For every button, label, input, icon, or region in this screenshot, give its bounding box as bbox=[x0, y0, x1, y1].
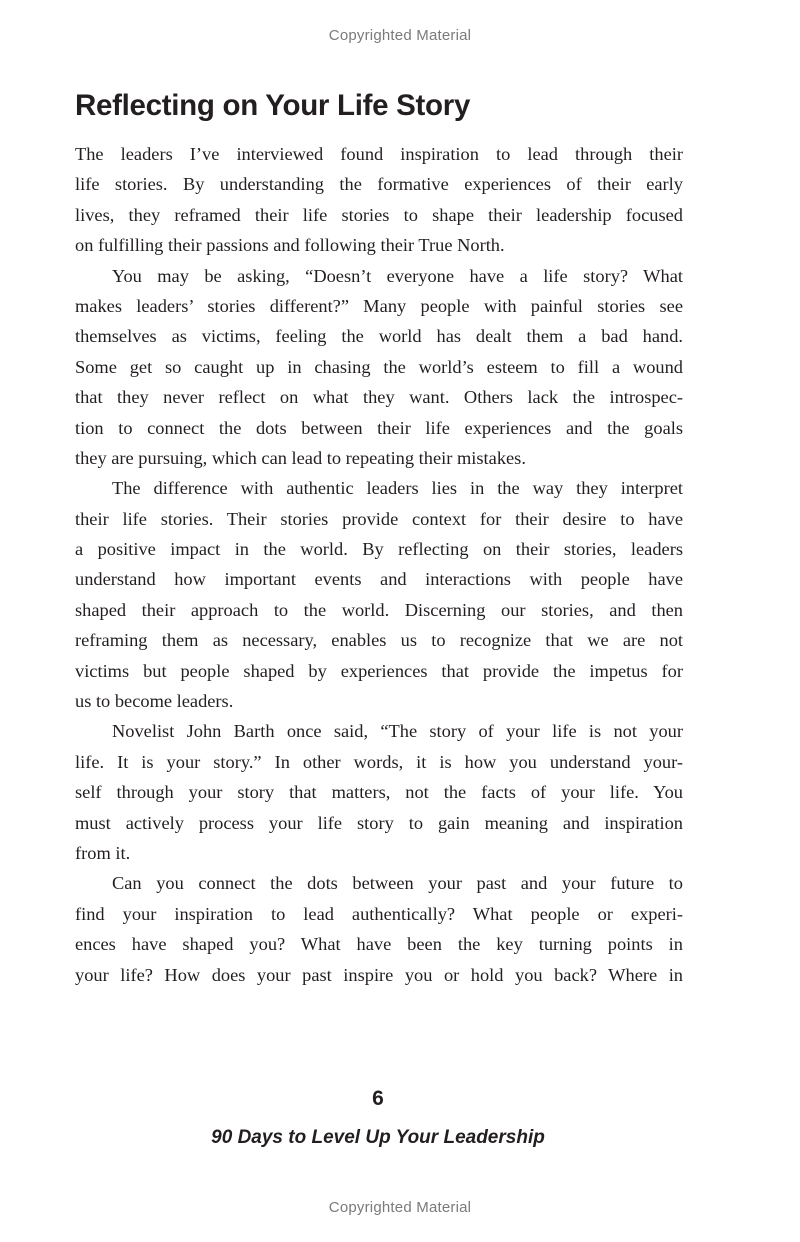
book-title-footer: 90 Days to Level Up Your Leadership bbox=[211, 1127, 545, 1148]
text-line: shaped their approach to the world. Discerning our stories, and then bbox=[75, 599, 683, 620]
copyright-watermark-bottom: Copyrighted Material bbox=[328, 1199, 472, 1216]
text-line: lives, they reframed their life stories to shape their leadership focused bbox=[75, 204, 683, 225]
text-line: from it. bbox=[75, 842, 131, 863]
copyright-watermark-top: Copyrighted Material bbox=[328, 27, 472, 44]
text-line: understand how important events and interactions with people have bbox=[75, 569, 683, 590]
text-line: life stories. By understanding the formative experiences of their early bbox=[75, 174, 683, 195]
text-line: find your inspiration to lead authentically? What people or experi- bbox=[75, 903, 683, 924]
text-line: Some get so caught up in chasing the world’s esteem to fill a wound bbox=[75, 356, 683, 377]
text-line: self through your story that matters, not the facts of your life. You bbox=[75, 782, 683, 803]
text-line: tion to connect the dots between their life experiences and the goals bbox=[75, 417, 683, 438]
text-line: The leaders I’ve interviewed found inspiration to lead through their bbox=[75, 144, 683, 164]
text-line: You may be asking, “Doesn’t everyone have a life story? What bbox=[112, 265, 683, 286]
page-number: 6 bbox=[372, 1087, 384, 1110]
text-line: your life? How does your past inspire you or hold you back? Where in bbox=[75, 964, 683, 985]
text-line: reframing them as necessary, enables us to recognize that we are not bbox=[75, 630, 683, 651]
text-line: Can you connect the dots between your past and your future to bbox=[112, 873, 683, 894]
text-line: makes leaders’ stories different?” Many people with painful stories see bbox=[75, 295, 683, 316]
text-line: The difference with authentic leaders lies in the way they interpret bbox=[112, 478, 683, 499]
text-line: must actively process your life story to gain meaning and inspiration bbox=[75, 812, 683, 833]
text-line: they are pursuing, which can lead to repeating their mistakes. bbox=[75, 447, 526, 468]
text-line: a positive impact in the world. By reflecting on their stories, leaders bbox=[75, 539, 683, 560]
body-text bbox=[75, 139, 683, 990]
text-line: life. It is your story.” In other words, it is how you understand your- bbox=[75, 751, 683, 772]
text-line: Novelist John Barth once said, “The story of your life is not your bbox=[112, 721, 683, 742]
text-line: that they never reflect on what they want. Others lack the introspec- bbox=[75, 387, 683, 408]
text-line: themselves as victims, feeling the world has dealt them a bad hand. bbox=[75, 326, 683, 347]
text-line: their life stories. Their stories provide context for their desire to have bbox=[75, 508, 683, 529]
text-line: victims but people shaped by experiences that provide the impetus for bbox=[75, 660, 683, 681]
section-heading: Reflecting on Your Life Story bbox=[75, 89, 471, 122]
text-line: ences have shaped you? What have been the key turning points in bbox=[75, 934, 683, 955]
text-line: on fulfilling their passions and following their True North. bbox=[75, 235, 505, 256]
text-line: us to become leaders. bbox=[75, 691, 234, 712]
